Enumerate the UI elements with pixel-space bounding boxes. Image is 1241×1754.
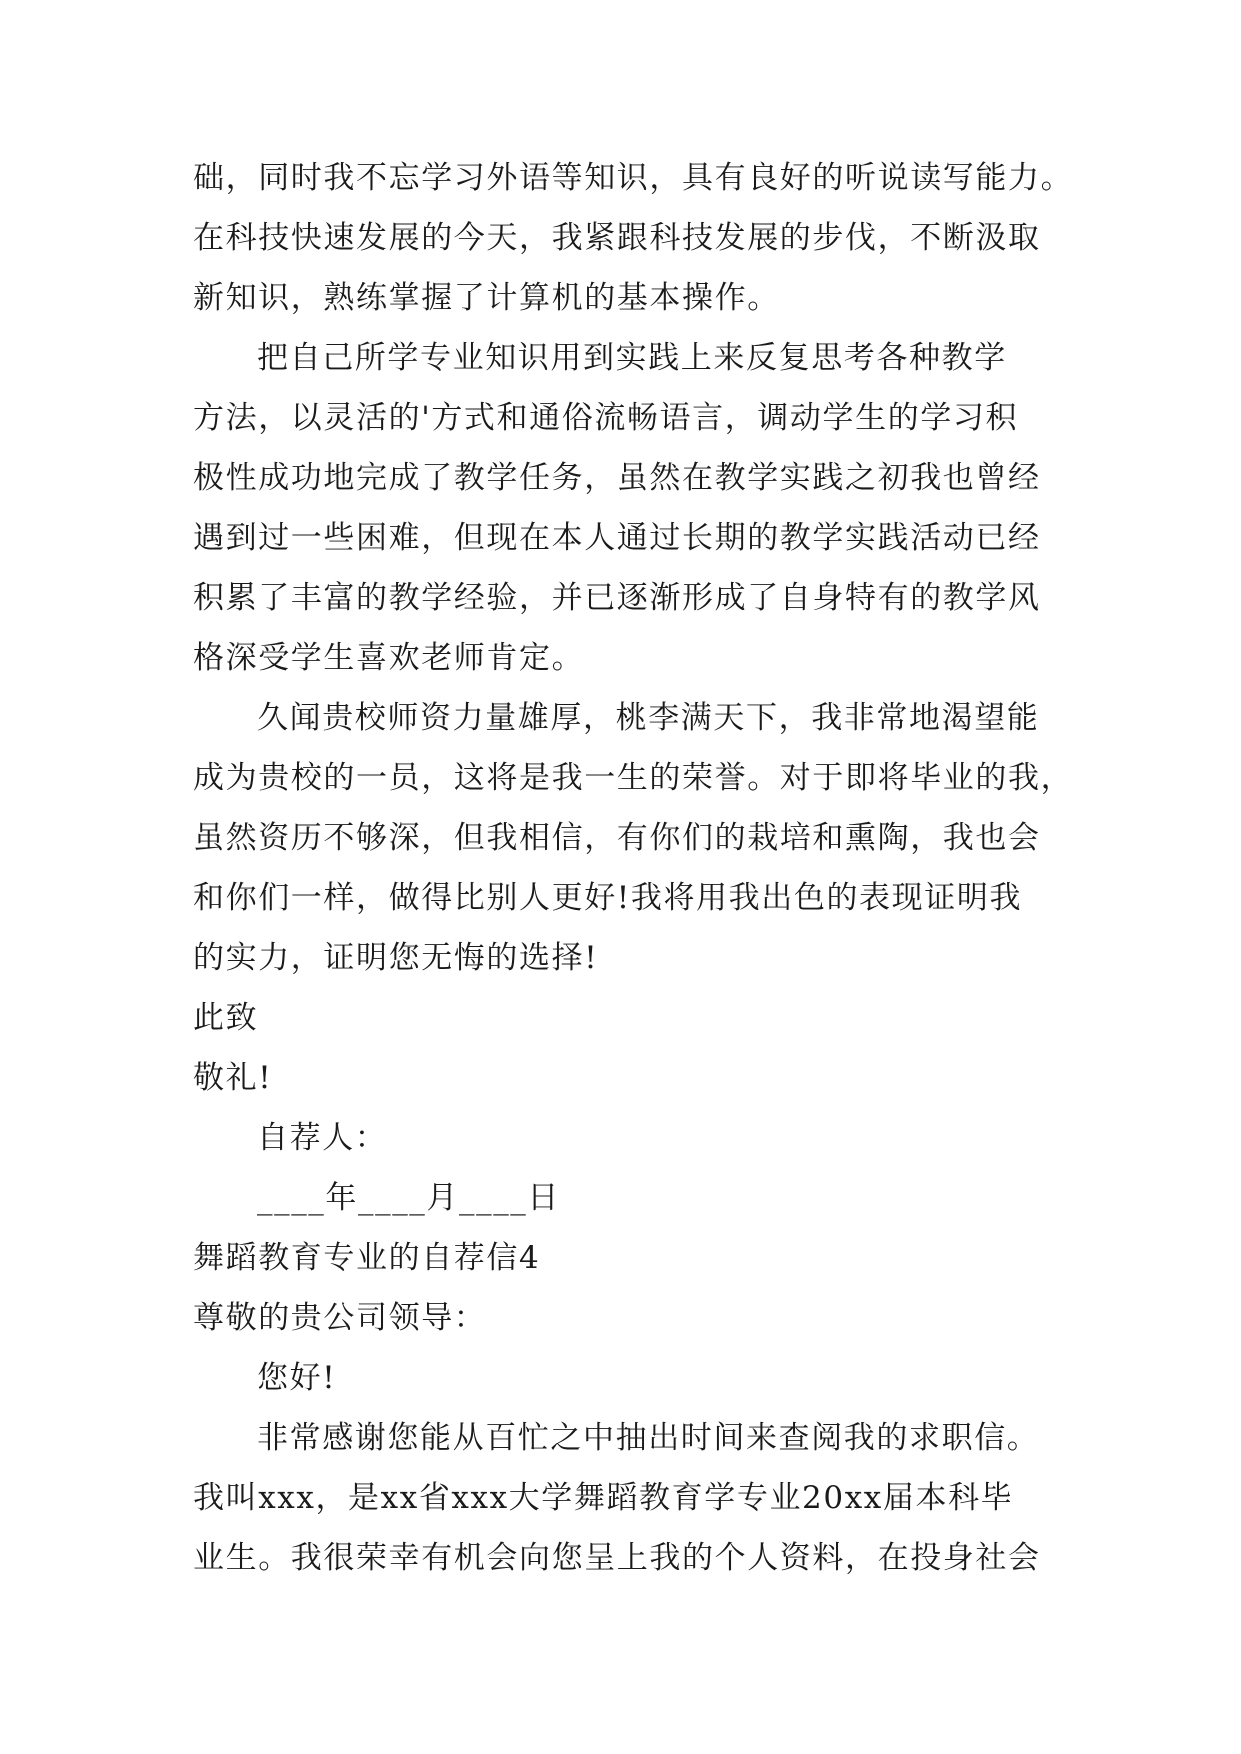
section-title: 舞蹈教育专业的自荐信4 xyxy=(193,1240,541,1276)
text-line: 积累了丰富的教学经验，并已逐渐形成了自身特有的教学风 xyxy=(193,580,1041,616)
paragraph-start-line: 非常感谢您能从百忙之中抽出时间来查阅我的求职信。 xyxy=(257,1420,1040,1456)
document-body xyxy=(193,148,1073,1588)
text-line: 业生。我很荣幸有机会向您呈上我的个人资料，在投身社会 xyxy=(193,1540,1041,1576)
text-line: 遇到过一些困难，但现在本人通过长期的教学实践活动已经 xyxy=(193,520,1041,556)
text-line: 虽然资历不够深，但我相信，有你们的栽培和熏陶，我也会 xyxy=(193,820,1041,856)
text-line: 和你们一样，做得比别人更好!我将用我出色的表现证明我 xyxy=(193,880,1023,916)
paragraph-start-line: 久闻贵校师资力量雄厚，桃李满天下，我非常地渴望能 xyxy=(257,700,1040,736)
greeting-recipient: 尊敬的贵公司领导： xyxy=(193,1300,487,1336)
text-line: 的实力，证明您无悔的选择! xyxy=(193,940,599,976)
text-line: 在科技快速发展的今天，我紧跟科技发展的步伐，不断汲取 xyxy=(193,220,1041,256)
text-line: 极性成功地完成了教学任务，虽然在教学实践之初我也曾经 xyxy=(193,460,1041,496)
closing-salutation: 此致 xyxy=(193,1000,259,1036)
date-line: ____年____月____日 xyxy=(257,1180,560,1216)
greeting: 您好! xyxy=(257,1360,337,1396)
text-line: 方法，以灵活的'方式和通俗流畅语言，调动学生的学习积 xyxy=(193,400,1019,436)
text-line: 格深受学生喜欢老师肯定。 xyxy=(193,640,585,676)
text-line: 成为贵校的一员，这将是我一生的荣誉。对于即将毕业的我， xyxy=(193,760,1074,796)
text-line: 新知识，熟练掌握了计算机的基本操作。 xyxy=(193,280,780,316)
text-line: 础，同时我不忘学习外语等知识，具有良好的听说读写能力。 xyxy=(193,160,1074,196)
closing-regards: 敬礼! xyxy=(193,1060,273,1096)
paragraph-start-line: 把自己所学专业知识用到实践上来反复思考各种教学 xyxy=(257,340,1007,376)
text-line: 我叫xxx，是xx省xxx大学舞蹈教育学专业20xx届本科毕 xyxy=(193,1480,1014,1516)
signature-label: 自荐人： xyxy=(257,1120,388,1156)
